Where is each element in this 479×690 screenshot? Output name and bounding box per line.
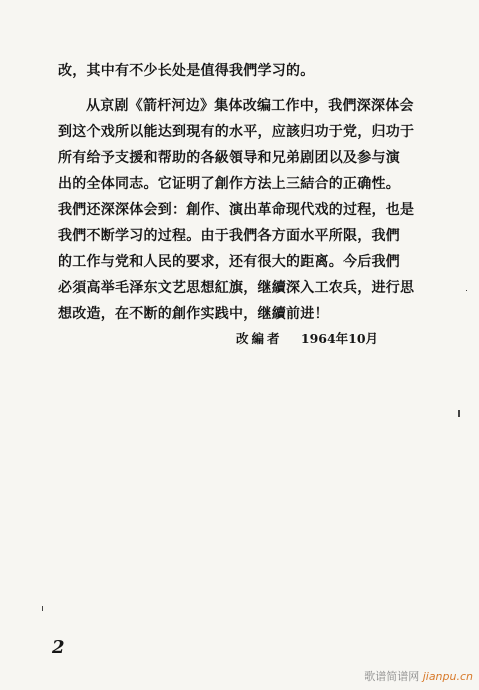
text-line-6: 我們还深深体会到：創作、演出革命现代戏的过程，也是 — [58, 202, 415, 218]
text-line-2: 从京剧《箭杆河边》集体改编工作中，我們深深体会 — [86, 98, 414, 114]
text-line-4: 所有给予支援和帮助的各級領导和兄弟剧团以及参与演 — [58, 150, 400, 166]
signature-date: 1964年10月 — [300, 331, 379, 346]
watermark-en: jianpu.cn — [422, 670, 473, 683]
site-watermark — [364, 668, 473, 684]
signature — [236, 329, 378, 347]
text-line-1: 改，其中有不少长处是值得我們学习的。 — [58, 63, 315, 79]
text-line-5: 出的全体同志。它证明了創作方法上三結合的正确性。 — [58, 176, 400, 192]
page-number: 2 — [52, 637, 65, 658]
scan-speck — [458, 410, 460, 417]
watermark-cn: 歌谱简谱网 — [364, 670, 420, 683]
signature-author: 改編者 — [236, 331, 283, 346]
text-line-3: 到这个戏所以能达到現有的水平，应該归功于党，归功于 — [58, 124, 415, 140]
text-line-8: 的工作与党和人民的要求，还有很大的距离。今后我們 — [58, 254, 400, 270]
scan-speck — [42, 606, 43, 611]
text-line-10: 想改造，在不断的創作实践中，继續前进！ — [58, 306, 329, 322]
text-line-9: 必須高举毛泽东文艺思想紅旗，继續深入工农兵，进行思 — [58, 280, 415, 296]
text-line-7: 我們不断学习的过程。由于我們各方面水平所限，我們 — [58, 228, 400, 244]
scan-speck — [466, 290, 467, 291]
